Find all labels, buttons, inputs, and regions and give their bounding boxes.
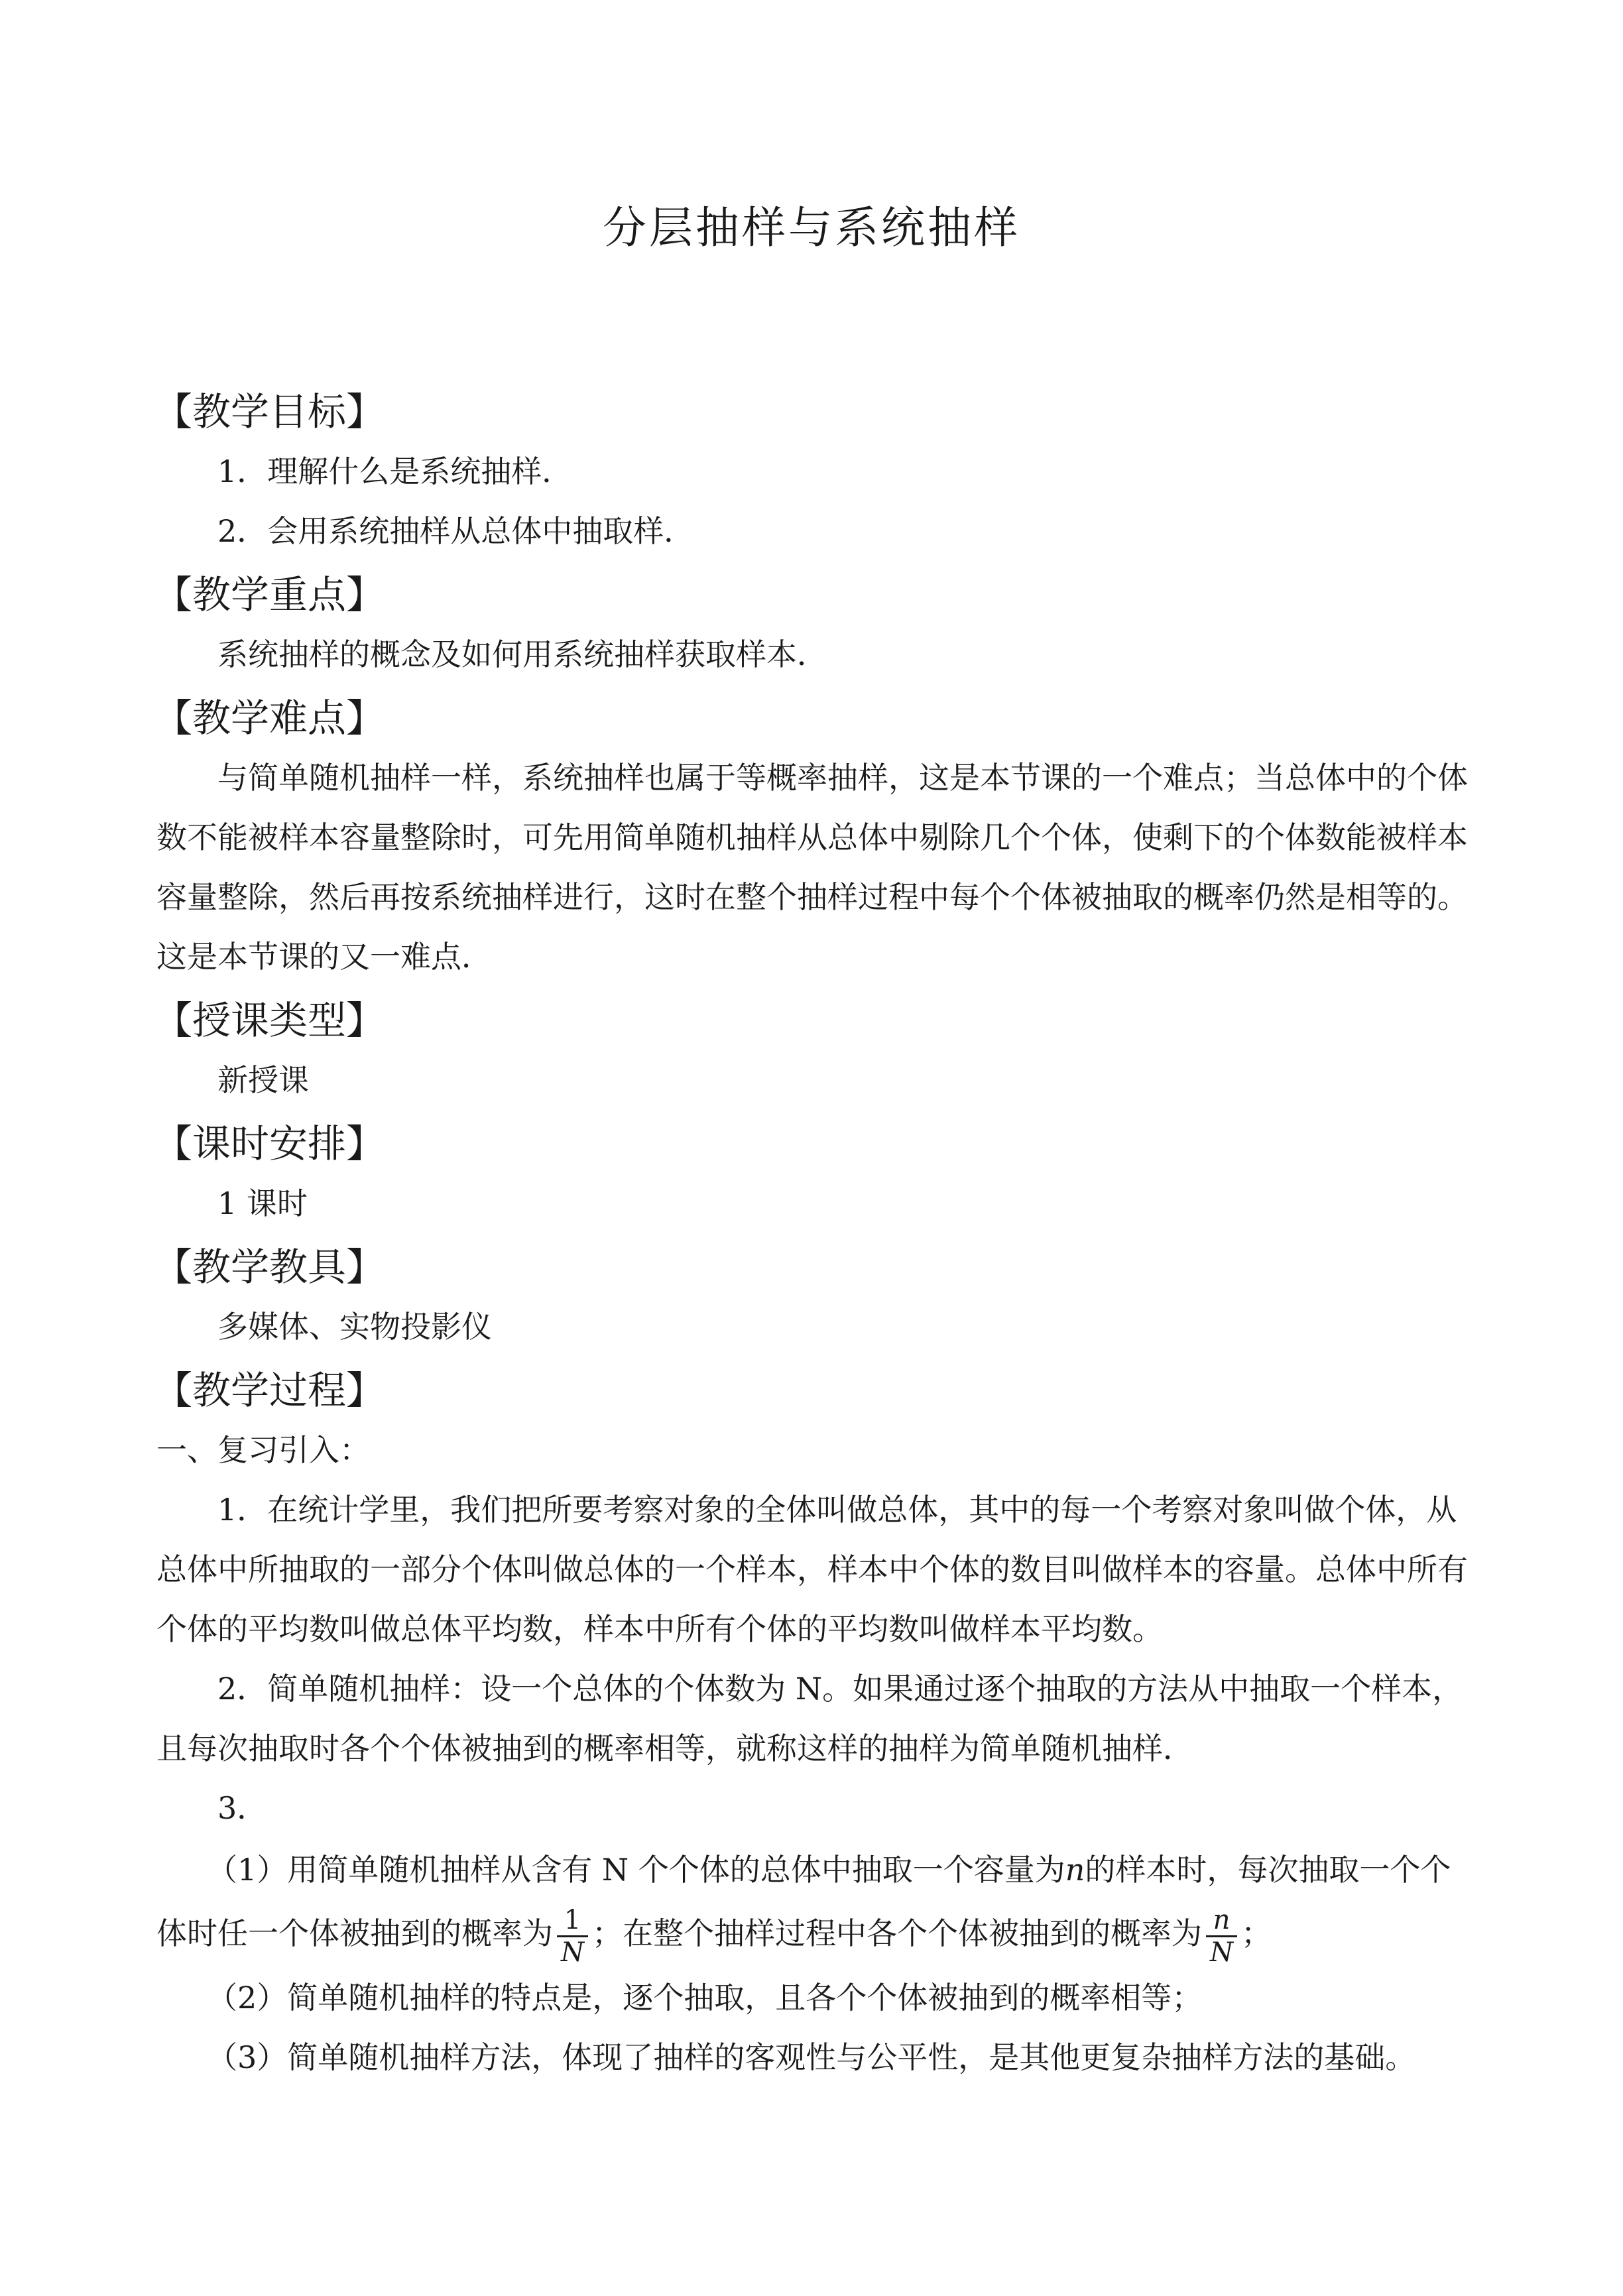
type-text: 新授课 [217,1062,309,1098]
p3-1-part-b: 的样本时，每次抽取一个个体时任一个体被抽到的概率为 [156,1852,1451,1951]
goal-item-2: 2．会用系统抽样从总体中抽取样． [217,513,695,549]
review-paragraph-3-2: （2）简单随机抽样的特点是，逐个抽取，且各个个体被抽到的概率相等； [207,1979,1203,2016]
review-paragraph-3-3: （3）简单随机抽样方法，体现了抽样的客观性与公平性，是其他更复杂抽样方法的基础。 [207,2039,1416,2075]
fraction-2-numerator: n [1206,1905,1237,1937]
fraction-n-over-n [1206,1905,1237,1968]
review-paragraph-2: 2．简单随机抽样：设一个总体的个体数为 N。如果通过逐个抽取的方法从中抽取一个样本，且每次抽取时各个个体被抽到的概率相等，就称这样的抽样为简单随机抽样． [156,1671,1463,1766]
review-paragraph-3-number: 3． [217,1790,268,1826]
key-points-text: 系统抽样的概念及如何用系统抽样获取样本． [217,636,827,672]
heading-type: 【授课类型】 [154,998,385,1043]
difficulties-text: 与简单随机抽样一样，系统抽样也属于等概率抽样，这是本节课的一个难点；当总体中的个体数不能被样本容量整除时，可先用简单随机抽样从总体中剔除几个个体，使剩下的个体数能被样本容量整除，然后再按系统抽样进行，这时在整个抽样过程中每个个体被抽取的概率仍然是相等的。这是本节课的又一难点． [156,760,1468,975]
p3-1-var-n: n [1065,1852,1085,1888]
review-title: 一、复习引入： [156,1432,370,1468]
document-body [156,378,1476,2087]
heading-key-points: 【教学重点】 [154,572,385,617]
p3-1-part-d: ； [1241,1915,1272,1951]
review-paragraph-1: 1．在统计学里，我们把所要考察对象的全体叫做总体，其中的每一个考察对象叫做个体，从总体中所抽取的一部分个体叫做总体的一个样本，样本中个体的数目叫做样本的容量。总体中所有个体的平均数叫做总体平均数，样本中所有个体的平均数叫做样本平均数。 [156,1492,1468,1647]
p3-1-part-a: （1）用简单随机抽样从含有 N 个个体的总体中抽取一个容量为 [207,1852,1065,1888]
schedule-text: 1 课时 [217,1185,308,1221]
review-paragraph-3-1 [156,1838,1476,1968]
fraction-1-numerator: 1 [557,1905,588,1937]
fraction-1-over-n [557,1905,588,1968]
heading-process: 【教学过程】 [154,1368,385,1413]
tools-text: 多媒体、实物投影仪 [217,1309,492,1345]
fraction-1-denominator: N [561,1937,584,1968]
fraction-2-denominator: N [1210,1937,1233,1968]
goal-item-1: 1．理解什么是系统抽样． [217,453,573,489]
heading-tools: 【教学教具】 [154,1244,385,1290]
p3-1-part-c: ；在整个抽样过程中各个个体被抽到的概率为 [592,1915,1202,1951]
heading-schedule: 【课时安排】 [154,1121,385,1166]
page-title: 分层抽样与系统抽样 [603,202,1020,253]
heading-difficulties: 【教学难点】 [154,695,385,741]
heading-goals: 【教学目标】 [154,389,385,434]
